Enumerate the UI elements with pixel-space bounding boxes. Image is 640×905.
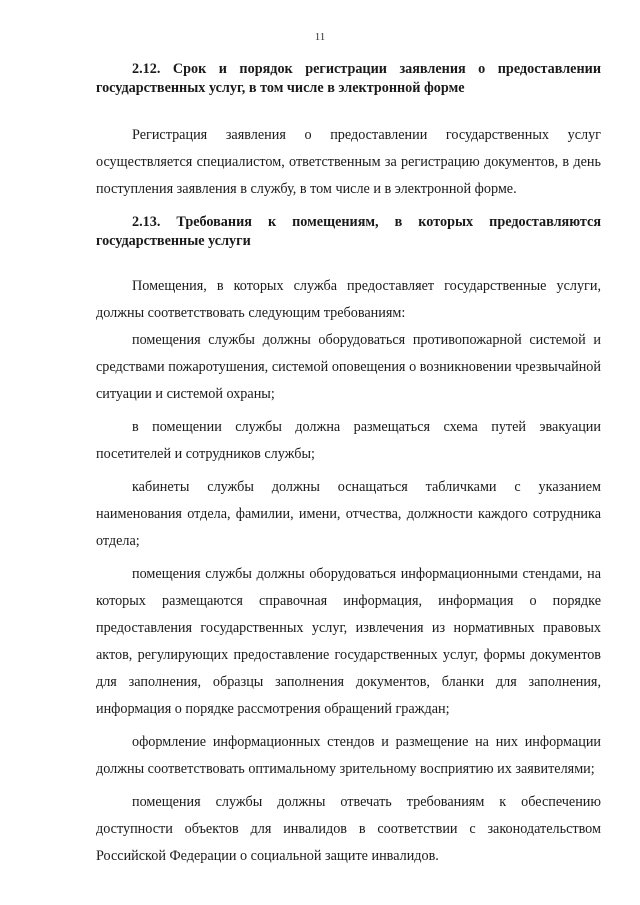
document-body — [96, 60, 601, 870]
requirement-item: кабинеты службы должны оснащаться табличками с указанием наименования отдела, фамилии, имени, отчества, должности каждого сотрудника отдела; — [96, 479, 601, 549]
requirement-item: помещения службы должны оборудоваться информационными стендами, на которых размещаются справочная информация, информация о порядке предоставления государственных услуг, извлечения из нормативных правовых актов, регулирующих предоставление государственных услуг, формы документов для заполнения, образцы заполнения документов, бланки для заполнения, информация о порядке рассмотрения обращений граждан; — [96, 566, 601, 717]
section-2-12-heading: 2.12. Срок и порядок регистрации заявления о предоставлении государственных услуг, в том числе в электронной форме — [96, 61, 601, 96]
requirement-item: в помещении службы должна размещаться схема путей эвакуации посетителей и сотрудников службы; — [96, 419, 601, 462]
section-2-12-paragraph: Регистрация заявления о предоставлении государственных услуг осуществляется специалистом, ответственным за регистрацию документов, в день поступления заявления в службу, в том числе и в электронной форме. — [96, 127, 601, 197]
page-number: 11 — [314, 31, 326, 43]
requirement-item: помещения службы должны оборудоваться противопожарной системой и средствами пожаротушения, системой оповещения о возникновении чрезвычайной ситуации и системой охраны; — [96, 332, 601, 402]
requirement-item: помещения службы должны отвечать требованиям к обеспечению доступности объектов для инвалидов в соответствии с законодательством Российской Федерации о социальной защите инвалидов. — [96, 794, 601, 864]
section-2-13-heading: 2.13. Требования к помещениям, в которых предоставляются государственные услуги — [96, 214, 601, 249]
requirement-item: оформление информационных стендов и размещение на них информации должны соответствовать оптимальному зрительному восприятию их заявителями; — [96, 734, 601, 777]
section-2-13-intro: Помещения, в которых служба предоставляет государственные услуги, должны соответствовать следующим требованиям: — [96, 278, 601, 321]
